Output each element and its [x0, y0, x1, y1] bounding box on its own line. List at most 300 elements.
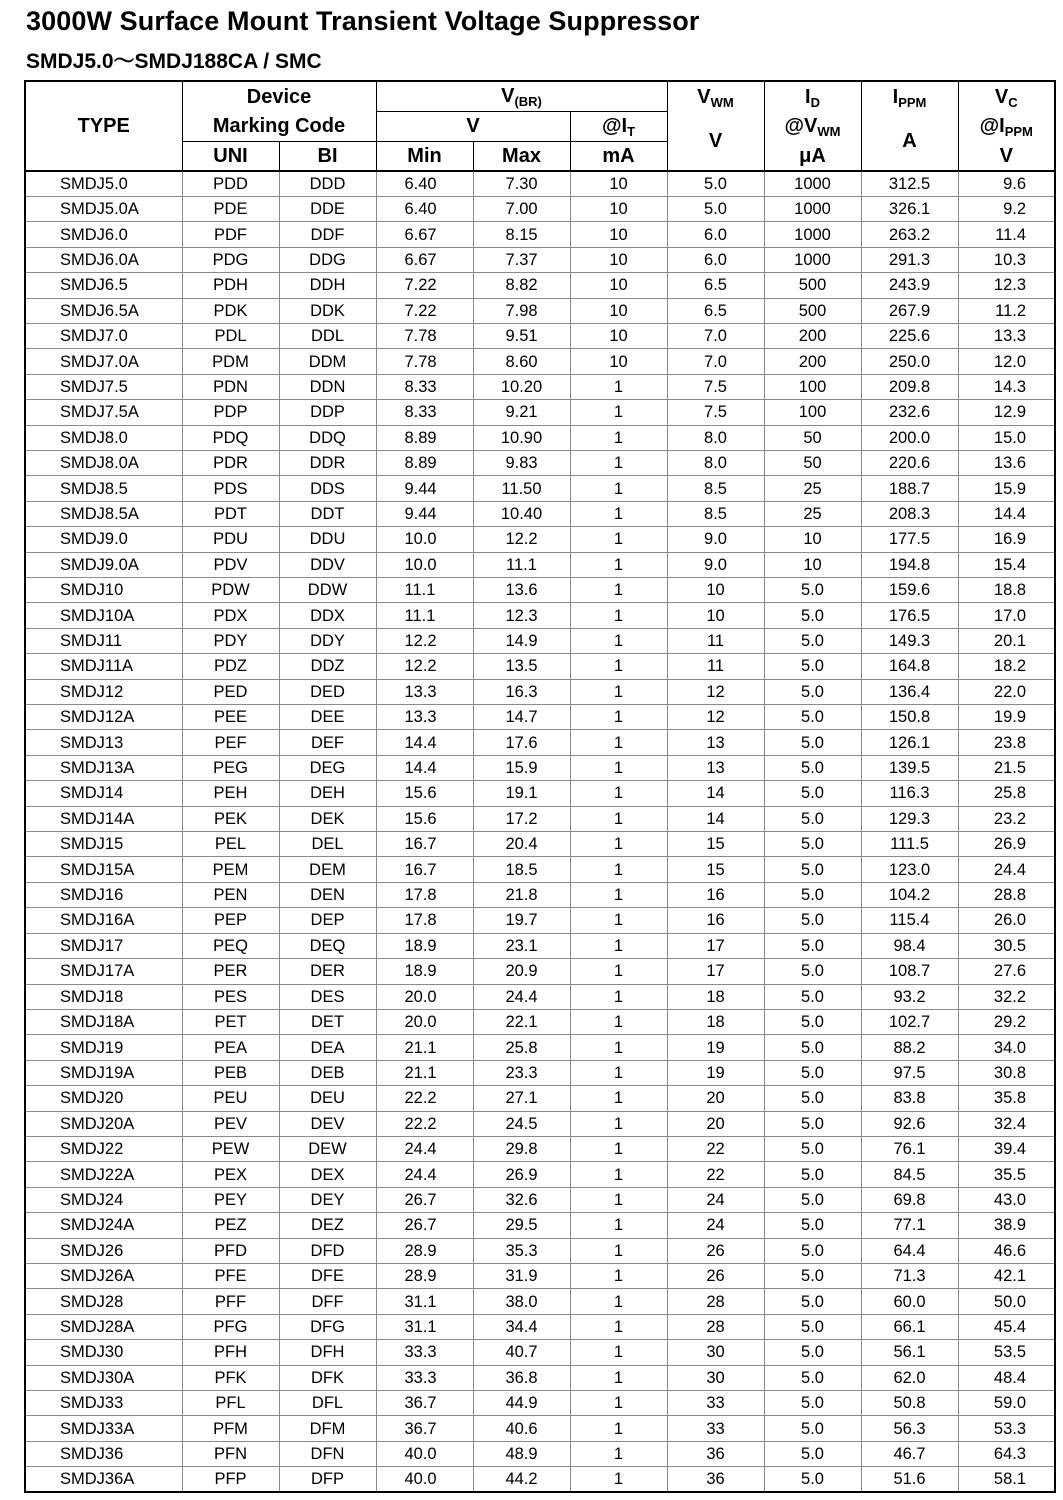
bi-cell: DFM	[279, 1416, 376, 1441]
vbr-min-cell: 8.33	[376, 374, 473, 399]
vc-cell: 18.2	[958, 654, 1055, 679]
vwm-cell: 6.0	[667, 222, 764, 247]
vc-cell: 46.6	[958, 1238, 1055, 1263]
vc-cell: 14.3	[958, 374, 1055, 399]
vbr-min-cell: 20.0	[376, 1009, 473, 1034]
ippm-cell: 76.1	[861, 1136, 958, 1161]
vbr-min-cell: 24.4	[376, 1162, 473, 1187]
it-cell: 10	[570, 171, 667, 196]
ippm-cell: 111.5	[861, 832, 958, 857]
vbr-max-cell: 12.2	[473, 527, 570, 552]
uni-cell: PEM	[182, 857, 279, 882]
table-row	[25, 1416, 1055, 1441]
bi-cell: DEE	[279, 705, 376, 730]
table-row	[25, 1136, 1055, 1161]
header-id-condition: $@V_{WM}$	[764, 111, 861, 141]
type-cell: SMDJ15	[25, 832, 182, 857]
type-cell: SMDJ8.5	[25, 476, 182, 501]
vbr-max-cell: 40.7	[473, 1340, 570, 1365]
ippm-cell: 108.7	[861, 959, 958, 984]
vwm-cell: 16	[667, 908, 764, 933]
vc-cell: 64.3	[958, 1441, 1055, 1466]
vbr-min-cell: 10.0	[376, 552, 473, 577]
vc-cell: 30.5	[958, 933, 1055, 958]
ippm-cell: 115.4	[861, 908, 958, 933]
header-id-unit: μA	[764, 141, 861, 171]
vbr-max-cell: 48.9	[473, 1441, 570, 1466]
ippm-cell: 126.1	[861, 730, 958, 755]
uni-cell: PDP	[182, 400, 279, 425]
vc-cell: 27.6	[958, 959, 1055, 984]
vc-cell: 15.0	[958, 425, 1055, 450]
ippm-cell: 149.3	[861, 628, 958, 653]
document-title: 3000W Surface Mount Transient Voltage Suppressor	[26, 6, 700, 36]
document-subtitle: SMDJ5.0～SMDJ188CA / SMC	[26, 50, 322, 73]
table-row	[25, 425, 1055, 450]
it-cell: 10	[570, 298, 667, 323]
type-cell: SMDJ22	[25, 1136, 182, 1161]
vbr-min-cell: 6.40	[376, 196, 473, 221]
it-cell: 1	[570, 1187, 667, 1212]
vbr-max-cell: 20.4	[473, 832, 570, 857]
it-cell: 1	[570, 755, 667, 780]
vbr-min-cell: 26.7	[376, 1187, 473, 1212]
vwm-cell: 19	[667, 1035, 764, 1060]
vbr-min-cell: 22.2	[376, 1111, 473, 1136]
it-cell: 1	[570, 1111, 667, 1136]
type-cell: SMDJ26	[25, 1238, 182, 1263]
vwm-cell: 26	[667, 1263, 764, 1288]
vbr-max-cell: 26.9	[473, 1162, 570, 1187]
ippm-cell: 220.6	[861, 450, 958, 475]
uni-cell: PEZ	[182, 1213, 279, 1238]
vbr-min-cell: 7.78	[376, 323, 473, 348]
vc-cell: 23.2	[958, 806, 1055, 831]
table-row	[25, 298, 1055, 323]
vbr-min-cell: 7.78	[376, 349, 473, 374]
vbr-max-cell: 22.1	[473, 1009, 570, 1034]
id-cell: 50	[764, 425, 861, 450]
uni-cell: PFL	[182, 1391, 279, 1416]
bi-cell: DEM	[279, 857, 376, 882]
ippm-cell: 312.5	[861, 171, 958, 196]
it-cell: 1	[570, 1035, 667, 1060]
bi-cell: DDF	[279, 222, 376, 247]
ippm-cell: 225.6	[861, 323, 958, 348]
table-row	[25, 679, 1055, 704]
vwm-cell: 30	[667, 1340, 764, 1365]
uni-cell: PFH	[182, 1340, 279, 1365]
ippm-cell: 129.3	[861, 806, 958, 831]
header-ippm-unit: A	[861, 111, 958, 171]
it-cell: 1	[570, 857, 667, 882]
bi-cell: DFD	[279, 1238, 376, 1263]
it-cell: 1	[570, 1086, 667, 1111]
uni-cell: PED	[182, 679, 279, 704]
table-row	[25, 933, 1055, 958]
type-cell: SMDJ13	[25, 730, 182, 755]
vc-cell: 14.4	[958, 501, 1055, 526]
type-cell: SMDJ10A	[25, 603, 182, 628]
vbr-min-cell: 8.89	[376, 425, 473, 450]
header-bi: BI	[279, 141, 376, 171]
vbr-min-cell: 13.3	[376, 705, 473, 730]
vbr-min-cell: 9.44	[376, 476, 473, 501]
ippm-cell: 150.8	[861, 705, 958, 730]
it-cell: 10	[570, 247, 667, 272]
vbr-max-cell: 17.6	[473, 730, 570, 755]
bi-cell: DEL	[279, 832, 376, 857]
id-cell: 500	[764, 298, 861, 323]
vc-cell: 13.6	[958, 450, 1055, 475]
table-row	[25, 1263, 1055, 1288]
table-row	[25, 1086, 1055, 1111]
table-row	[25, 323, 1055, 348]
it-cell: 1	[570, 450, 667, 475]
table-row	[25, 1009, 1055, 1034]
id-cell: 100	[764, 374, 861, 399]
vwm-cell: 36	[667, 1467, 764, 1492]
header-vwm: $V_{WM}$	[667, 81, 764, 111]
vbr-max-cell: 7.30	[473, 171, 570, 196]
it-cell: 1	[570, 1162, 667, 1187]
vwm-cell: 20	[667, 1086, 764, 1111]
vc-cell: 39.4	[958, 1136, 1055, 1161]
id-cell: 5.0	[764, 908, 861, 933]
id-cell: 5.0	[764, 1162, 861, 1187]
bi-cell: DDD	[279, 171, 376, 196]
vc-cell: 32.2	[958, 984, 1055, 1009]
vc-cell: 48.4	[958, 1365, 1055, 1390]
vwm-cell: 15	[667, 832, 764, 857]
vwm-cell: 22	[667, 1136, 764, 1161]
type-cell: SMDJ24	[25, 1187, 182, 1212]
bi-cell: DDV	[279, 552, 376, 577]
vwm-cell: 10	[667, 603, 764, 628]
table-row	[25, 1111, 1055, 1136]
id-cell: 25	[764, 476, 861, 501]
vbr-min-cell: 20.0	[376, 984, 473, 1009]
vc-cell: 29.2	[958, 1009, 1055, 1034]
vc-cell: 13.3	[958, 323, 1055, 348]
uni-cell: PES	[182, 984, 279, 1009]
table-row	[25, 908, 1055, 933]
vbr-max-cell: 14.7	[473, 705, 570, 730]
id-cell: 5.0	[764, 1340, 861, 1365]
vc-cell: 32.4	[958, 1111, 1055, 1136]
id-cell: 5.0	[764, 1238, 861, 1263]
vbr-min-cell: 33.3	[376, 1340, 473, 1365]
id-cell: 5.0	[764, 806, 861, 831]
ippm-cell: 92.6	[861, 1111, 958, 1136]
vc-cell: 42.1	[958, 1263, 1055, 1288]
vc-cell: 53.3	[958, 1416, 1055, 1441]
id-cell: 5.0	[764, 959, 861, 984]
ippm-cell: 243.9	[861, 273, 958, 298]
spec-table	[24, 80, 1056, 1493]
header-uni: UNI	[182, 141, 279, 171]
ippm-cell: 123.0	[861, 857, 958, 882]
vc-cell: 9.6	[958, 171, 1055, 196]
table-row	[25, 171, 1055, 196]
vbr-min-cell: 31.1	[376, 1289, 473, 1314]
ippm-cell: 93.2	[861, 984, 958, 1009]
table-row	[25, 1340, 1055, 1365]
it-cell: 1	[570, 501, 667, 526]
bi-cell: DDM	[279, 349, 376, 374]
header-vc-condition: $@I_{PPM}$	[958, 111, 1055, 141]
uni-cell: PDS	[182, 476, 279, 501]
bi-cell: DES	[279, 984, 376, 1009]
it-cell: 1	[570, 654, 667, 679]
id-cell: 5.0	[764, 578, 861, 603]
id-cell: 5.0	[764, 832, 861, 857]
vbr-min-cell: 16.7	[376, 832, 473, 857]
vbr-max-cell: 15.9	[473, 755, 570, 780]
ippm-cell: 176.5	[861, 603, 958, 628]
table-row	[25, 1314, 1055, 1339]
type-cell: SMDJ17	[25, 933, 182, 958]
uni-cell: PFM	[182, 1416, 279, 1441]
id-cell: 5.0	[764, 679, 861, 704]
ippm-cell: 267.9	[861, 298, 958, 323]
id-cell: 5.0	[764, 730, 861, 755]
vwm-cell: 8.5	[667, 501, 764, 526]
table-row	[25, 781, 1055, 806]
header-vbr: $V_{(BR)}$	[376, 81, 667, 111]
table-row	[25, 196, 1055, 221]
it-cell: 1	[570, 1136, 667, 1161]
it-cell: 1	[570, 1238, 667, 1263]
table-row	[25, 1035, 1055, 1060]
ippm-cell: 51.6	[861, 1467, 958, 1492]
vc-cell: 28.8	[958, 882, 1055, 907]
vbr-max-cell: 9.21	[473, 400, 570, 425]
table-row	[25, 1060, 1055, 1085]
vwm-cell: 17	[667, 933, 764, 958]
vbr-min-cell: 31.1	[376, 1314, 473, 1339]
vbr-max-cell: 29.5	[473, 1213, 570, 1238]
uni-cell: PDQ	[182, 425, 279, 450]
id-cell: 5.0	[764, 628, 861, 653]
vc-cell: 12.3	[958, 273, 1055, 298]
vbr-max-cell: 8.60	[473, 349, 570, 374]
it-cell: 1	[570, 1467, 667, 1492]
it-cell: 1	[570, 984, 667, 1009]
vbr-max-cell: 24.5	[473, 1111, 570, 1136]
vbr-max-cell: 40.6	[473, 1416, 570, 1441]
vbr-min-cell: 12.2	[376, 654, 473, 679]
id-cell: 5.0	[764, 1314, 861, 1339]
it-cell: 1	[570, 527, 667, 552]
vbr-min-cell: 15.6	[376, 781, 473, 806]
vbr-max-cell: 24.4	[473, 984, 570, 1009]
it-cell: 1	[570, 603, 667, 628]
ippm-cell: 104.2	[861, 882, 958, 907]
vc-cell: 45.4	[958, 1314, 1055, 1339]
vbr-max-cell: 34.4	[473, 1314, 570, 1339]
type-cell: SMDJ12A	[25, 705, 182, 730]
type-cell: SMDJ11A	[25, 654, 182, 679]
uni-cell: PEQ	[182, 933, 279, 958]
bi-cell: DEY	[279, 1187, 376, 1212]
vc-cell: 50.0	[958, 1289, 1055, 1314]
vc-cell: 23.8	[958, 730, 1055, 755]
vwm-cell: 24	[667, 1213, 764, 1238]
table-row	[25, 959, 1055, 984]
header-device-line1: Device	[182, 81, 376, 111]
type-cell: SMDJ6.5A	[25, 298, 182, 323]
ippm-cell: 56.1	[861, 1340, 958, 1365]
vwm-cell: 14	[667, 781, 764, 806]
vwm-cell: 19	[667, 1060, 764, 1085]
bi-cell: DEB	[279, 1060, 376, 1085]
vc-cell: 26.0	[958, 908, 1055, 933]
it-cell: 10	[570, 196, 667, 221]
vwm-cell: 33	[667, 1391, 764, 1416]
vbr-min-cell: 11.1	[376, 578, 473, 603]
ippm-cell: 188.7	[861, 476, 958, 501]
vwm-cell: 22	[667, 1162, 764, 1187]
bi-cell: DDX	[279, 603, 376, 628]
table-row	[25, 578, 1055, 603]
type-cell: SMDJ6.0	[25, 222, 182, 247]
type-cell: SMDJ12	[25, 679, 182, 704]
uni-cell: PDE	[182, 196, 279, 221]
vc-cell: 21.5	[958, 755, 1055, 780]
vbr-min-cell: 14.4	[376, 755, 473, 780]
id-cell: 5.0	[764, 1060, 861, 1085]
table-row	[25, 1467, 1055, 1492]
uni-cell: PEF	[182, 730, 279, 755]
type-cell: SMDJ20A	[25, 1111, 182, 1136]
vbr-max-cell: 13.6	[473, 578, 570, 603]
ippm-cell: 116.3	[861, 781, 958, 806]
vbr-max-cell: 18.5	[473, 857, 570, 882]
vc-cell: 12.0	[958, 349, 1055, 374]
vwm-cell: 5.0	[667, 171, 764, 196]
bi-cell: DEP	[279, 908, 376, 933]
ippm-cell: 62.0	[861, 1365, 958, 1390]
vbr-max-cell: 10.20	[473, 374, 570, 399]
ippm-cell: 56.3	[861, 1416, 958, 1441]
vbr-min-cell: 14.4	[376, 730, 473, 755]
vc-cell: 20.1	[958, 628, 1055, 653]
type-cell: SMDJ26A	[25, 1263, 182, 1288]
id-cell: 5.0	[764, 857, 861, 882]
vbr-max-cell: 44.2	[473, 1467, 570, 1492]
uni-cell: PEW	[182, 1136, 279, 1161]
table-row	[25, 374, 1055, 399]
id-cell: 1000	[764, 171, 861, 196]
id-cell: 5.0	[764, 1086, 861, 1111]
bi-cell: DFH	[279, 1340, 376, 1365]
vwm-cell: 11	[667, 654, 764, 679]
type-cell: SMDJ24A	[25, 1213, 182, 1238]
id-cell: 5.0	[764, 603, 861, 628]
ippm-cell: 77.1	[861, 1213, 958, 1238]
id-cell: 5.0	[764, 1187, 861, 1212]
vbr-max-cell: 44.9	[473, 1391, 570, 1416]
bi-cell: DDZ	[279, 654, 376, 679]
vbr-min-cell: 33.3	[376, 1365, 473, 1390]
it-cell: 1	[570, 1365, 667, 1390]
vbr-min-cell: 16.7	[376, 857, 473, 882]
bi-cell: DDN	[279, 374, 376, 399]
uni-cell: PFN	[182, 1441, 279, 1466]
vbr-min-cell: 15.6	[376, 806, 473, 831]
vbr-min-cell: 17.8	[376, 908, 473, 933]
type-cell: SMDJ18A	[25, 1009, 182, 1034]
vwm-cell: 9.0	[667, 552, 764, 577]
it-cell: 1	[570, 628, 667, 653]
table-row	[25, 1213, 1055, 1238]
vc-cell: 16.9	[958, 527, 1055, 552]
vbr-max-cell: 8.82	[473, 273, 570, 298]
id-cell: 5.0	[764, 1009, 861, 1034]
id-cell: 5.0	[764, 933, 861, 958]
id-cell: 5.0	[764, 882, 861, 907]
bi-cell: DDQ	[279, 425, 376, 450]
ippm-cell: 159.6	[861, 578, 958, 603]
vbr-min-cell: 36.7	[376, 1416, 473, 1441]
vbr-max-cell: 9.51	[473, 323, 570, 348]
bi-cell: DED	[279, 679, 376, 704]
vbr-max-cell: 7.37	[473, 247, 570, 272]
vbr-max-cell: 32.6	[473, 1187, 570, 1212]
bi-cell: DDT	[279, 501, 376, 526]
bi-cell: DEQ	[279, 933, 376, 958]
vbr-min-cell: 21.1	[376, 1060, 473, 1085]
uni-cell: PFE	[182, 1263, 279, 1288]
ippm-cell: 60.0	[861, 1289, 958, 1314]
type-cell: SMDJ20	[25, 1086, 182, 1111]
vc-cell: 38.9	[958, 1213, 1055, 1238]
uni-cell: PDW	[182, 578, 279, 603]
bi-cell: DFE	[279, 1263, 376, 1288]
table-row	[25, 273, 1055, 298]
it-cell: 1	[570, 578, 667, 603]
vbr-min-cell: 8.33	[376, 400, 473, 425]
vwm-cell: 16	[667, 882, 764, 907]
vwm-cell: 18	[667, 984, 764, 1009]
header-it-unit: mA	[570, 141, 667, 171]
ippm-cell: 263.2	[861, 222, 958, 247]
header-vbr-unit: V	[376, 111, 570, 141]
bi-cell: DEG	[279, 755, 376, 780]
ippm-cell: 250.0	[861, 349, 958, 374]
uni-cell: PDH	[182, 273, 279, 298]
vwm-cell: 20	[667, 1111, 764, 1136]
uni-cell: PEB	[182, 1060, 279, 1085]
ippm-cell: 97.5	[861, 1060, 958, 1085]
vwm-cell: 12	[667, 679, 764, 704]
table-row	[25, 1289, 1055, 1314]
vwm-cell: 7.5	[667, 400, 764, 425]
vwm-cell: 5.0	[667, 196, 764, 221]
vwm-cell: 33	[667, 1416, 764, 1441]
header-it: $@I_T$	[570, 111, 667, 141]
vwm-cell: 24	[667, 1187, 764, 1212]
table-row	[25, 628, 1055, 653]
id-cell: 5.0	[764, 1391, 861, 1416]
table-row	[25, 552, 1055, 577]
bi-cell: DER	[279, 959, 376, 984]
vbr-max-cell: 9.83	[473, 450, 570, 475]
id-cell: 5.0	[764, 1263, 861, 1288]
uni-cell: PEU	[182, 1086, 279, 1111]
id-cell: 5.0	[764, 1289, 861, 1314]
